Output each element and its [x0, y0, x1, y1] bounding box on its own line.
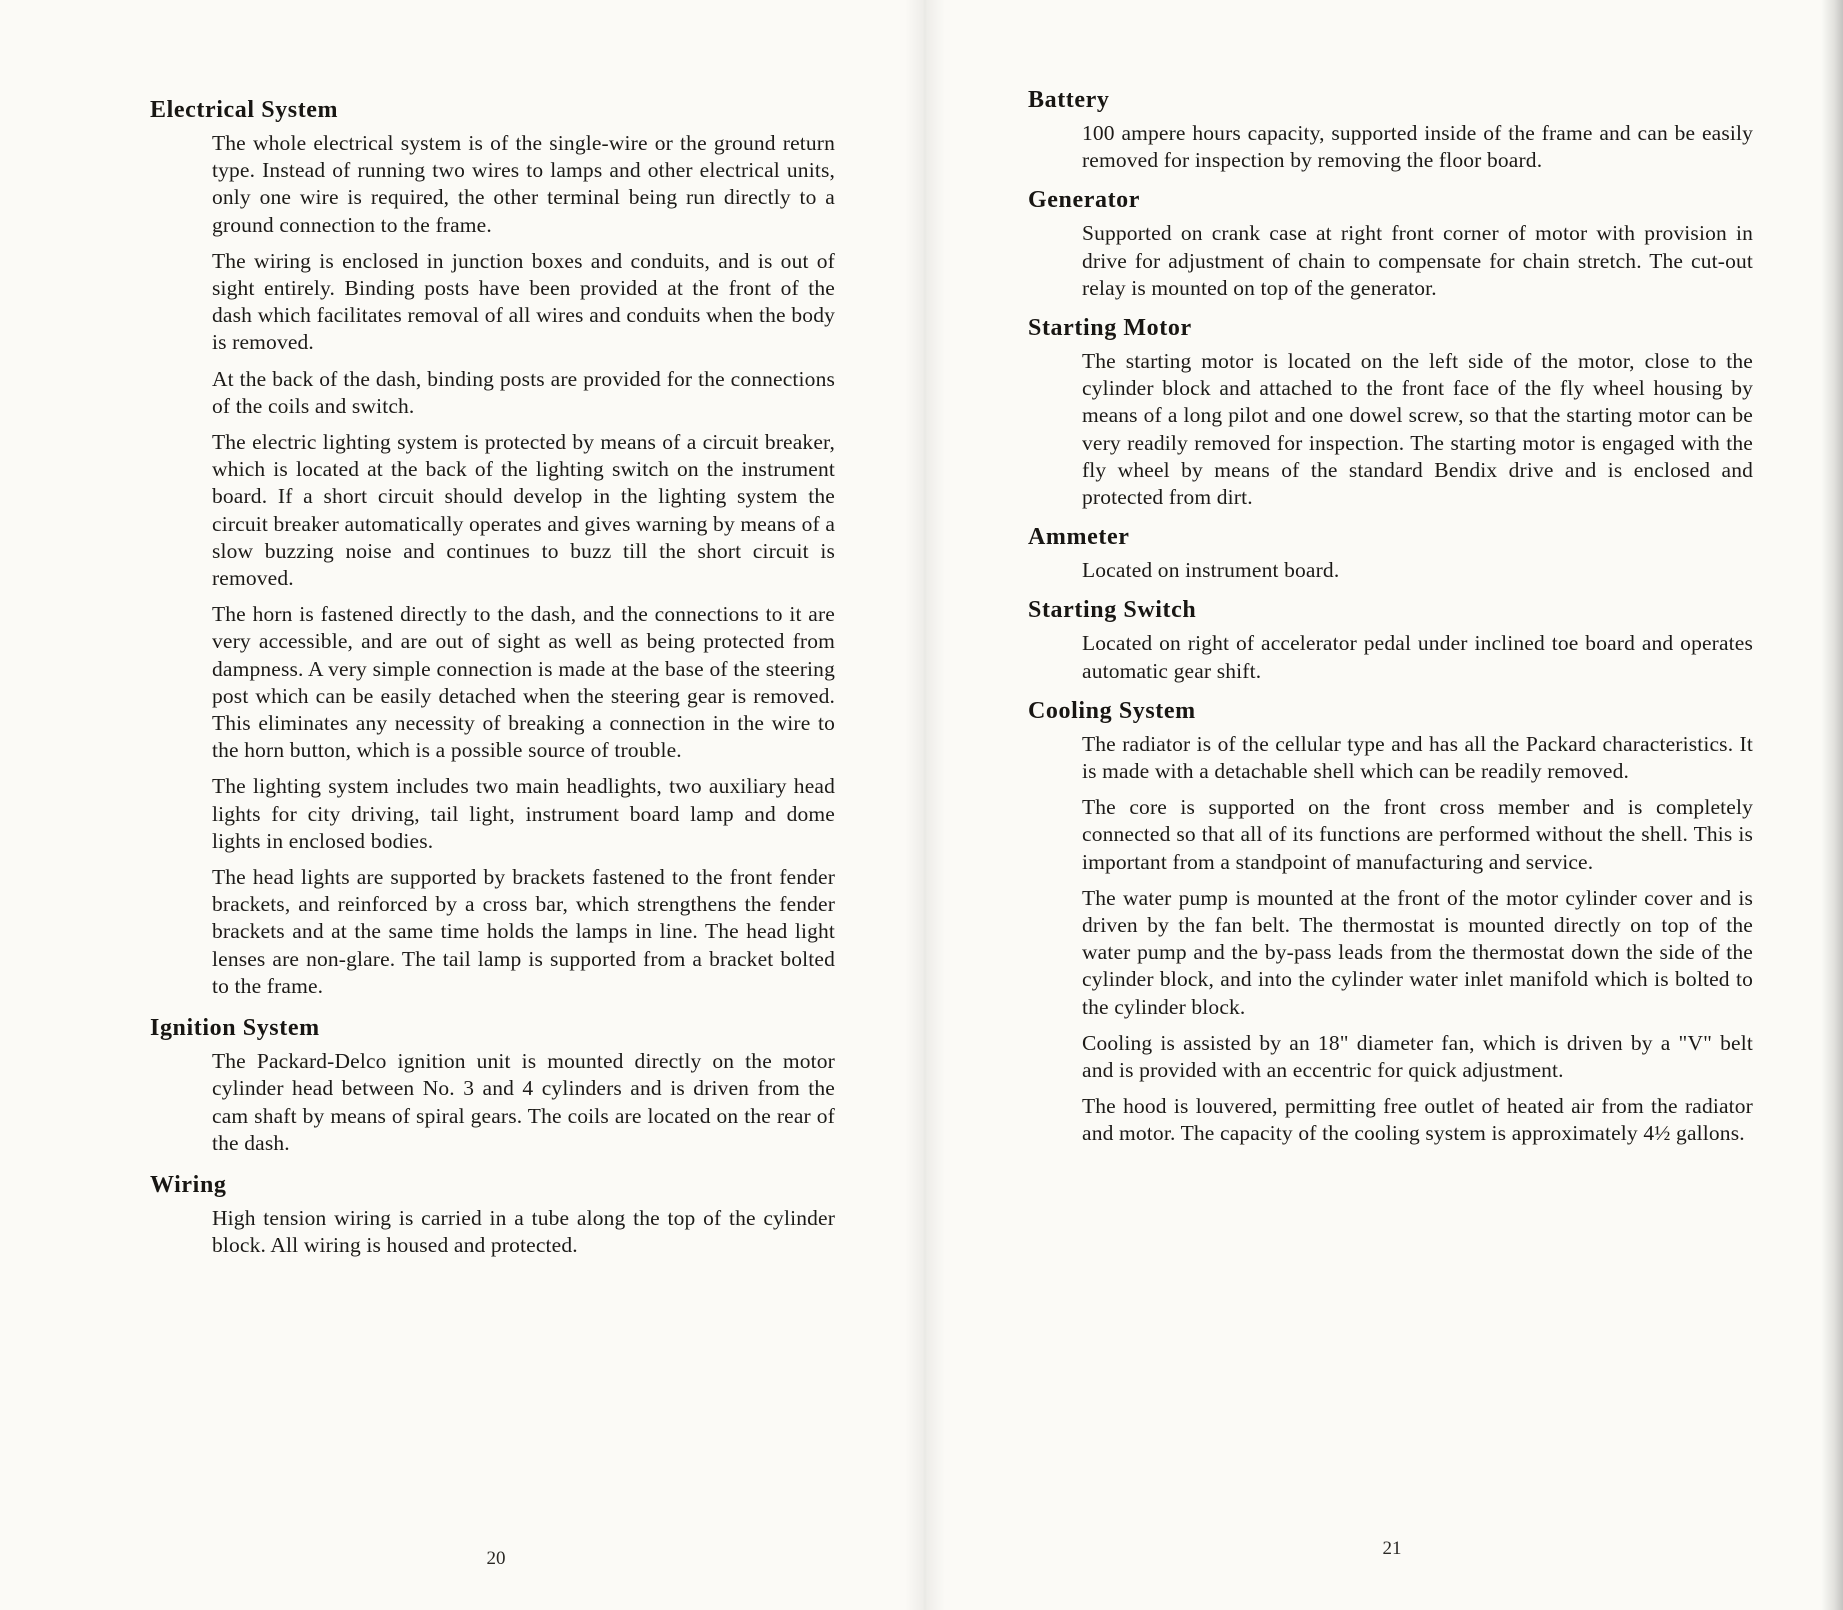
paragraph: The whole electrical system is of the single-wire or the ground return type. Instead of running two wires to lamps and other electrical units, only one wire is required, the other terminal being run directly to a ground connection to the frame. [212, 131, 835, 237]
paragraph: The radiator is of the cellular type and has all the Packard characteristics. It is made with a detachable shell which can be readily removed. [1082, 731, 1753, 784]
section-body [1082, 557, 1753, 584]
section-heading: Cooling System [1028, 697, 1196, 724]
section-heading: Ammeter [1028, 524, 1130, 551]
section-body [1082, 120, 1753, 174]
section-cooling-system [1028, 697, 1753, 1148]
paragraph: The lighting system includes two main headlights, two auxiliary head lights for city driving, tail light, instrument board lamp and dome lights in enclosed bodies. [212, 774, 835, 853]
section-body [1082, 348, 1753, 511]
section-body [212, 130, 835, 1000]
section-starting-motor [1028, 314, 1753, 511]
section-battery [1028, 86, 1753, 174]
section-heading: Starting Motor [1028, 315, 1192, 342]
paragraph: The starting motor is located on the left side of the motor, close to the cylinder block and attached to the front face of the fly wheel housing by means of a long pilot and one dowel screw, so that the starting motor can be very readily removed for inspection. The starting motor is engaged with the fly wheel by means of the standard Bendix drive and is enclosed and protected from dirt. [1082, 349, 1753, 510]
section-heading: Generator [1028, 187, 1141, 214]
section-heading: Battery [1028, 87, 1110, 113]
section-body [1082, 220, 1753, 302]
paragraph: The head lights are supported by brackets fastened to the front fender brackets, and reinforced by a cross bar, which strengthens the fender brackets and at the same time holds the lamps in line. The head light lenses are non-glare. The tail lamp is supported from a bracket bolted to the frame. [212, 865, 835, 998]
paragraph: At the back of the dash, binding posts are provided for the connections of the coils and switch. [212, 366, 835, 418]
right-page-content [1028, 86, 1753, 1157]
paragraph: The water pump is mounted at the front of the motor cylinder cover and is driven by the fan belt. The thermostat is mounted directly on top of the water pump and the by-pass leads from the thermostat down the side of the cylinder block, and into the cylinder water inlet manifold which is bolted to the cylinder block. [1082, 885, 1753, 1019]
section-body [212, 1048, 835, 1157]
paragraph: The wiring is enclosed in junction boxes and conduits, and is out of sight entirely. Binding posts have been provided at the front of the dash which facilitates removal of all wires and conduits when the body is removed. [212, 248, 835, 355]
section-heading: Starting Switch [1028, 597, 1197, 624]
left-page-content [150, 96, 835, 1268]
paragraph: Located on instrument board. [1082, 558, 1340, 583]
section-starting-switch [1028, 596, 1753, 684]
page-number: 21 [1382, 1538, 1402, 1559]
section-generator [1028, 186, 1753, 302]
right-page [930, 0, 1843, 1610]
paragraph: The horn is fastened directly to the dash, and the connections to it are very accessible, and are out of sight as well as being protected from dampness. A very simple connection is made at the base of the steering post which can be easily detached when the steering gear is removed. This eliminates any necessity of breaking a connection in the wire to the horn button, which is a possible source of trouble. [212, 602, 835, 763]
paragraph: Located on right of accelerator pedal under inclined toe board and operates automatic gear shift. [1082, 631, 1753, 683]
section-body [1082, 630, 1753, 684]
section-body [212, 1205, 835, 1259]
paragraph: The core is supported on the front cross member and is completely connected so that all of its functions are performed without the shell. This is important from a standpoint of manufacturing and service. [1082, 795, 1753, 874]
left-page [0, 0, 920, 1610]
section-electrical-system [150, 96, 835, 1000]
page-number: 20 [486, 1548, 506, 1569]
section-heading: Wiring [150, 1171, 227, 1198]
paragraph: Supported on crank case at right front corner of motor with provision in drive for adjustment of chain to compensate for chain stretch. The cut-out relay is mounted on top of the generator. [1082, 221, 1753, 300]
section-heading: Electrical System [150, 97, 339, 123]
paragraph: 100 ampere hours capacity, supported inside of the frame and can be easily removed for inspection by removing the floor board. [1082, 121, 1753, 173]
paragraph: The hood is louvered, permitting free outlet of heated air from the radiator and motor. The capacity of the cooling system is approximately 4½ gallons. [1082, 1094, 1753, 1146]
section-wiring [150, 1171, 835, 1259]
section-heading: Ignition System [150, 1015, 320, 1042]
paragraph: High tension wiring is carried in a tube along the top of the cylinder block. All wiring is housed and protected. [212, 1205, 835, 1258]
section-ammeter [1028, 523, 1753, 584]
paragraph: The Packard-Delco ignition unit is mounted directly on the motor cylinder head between No. 3 and 4 cylinders and is driven from the cam shaft by means of spiral gears. The coils are located on the rear of the dash. [212, 1049, 835, 1155]
paragraph: The electric lighting system is protected by means of a circuit breaker, which is located at the back of the lighting switch on the instrument board. If a short circuit should develop in the lighting system the circuit breaker automatically operates and gives warning by means of a slow buzzing noise and continues to buzz till the short circuit is removed. [212, 430, 836, 591]
section-body [1082, 731, 1753, 1148]
paragraph: Cooling is assisted by an 18" diameter fan, which is driven by a "V" belt and is provided with an eccentric for quick adjustment. [1082, 1030, 1753, 1083]
section-ignition-system [150, 1014, 835, 1157]
